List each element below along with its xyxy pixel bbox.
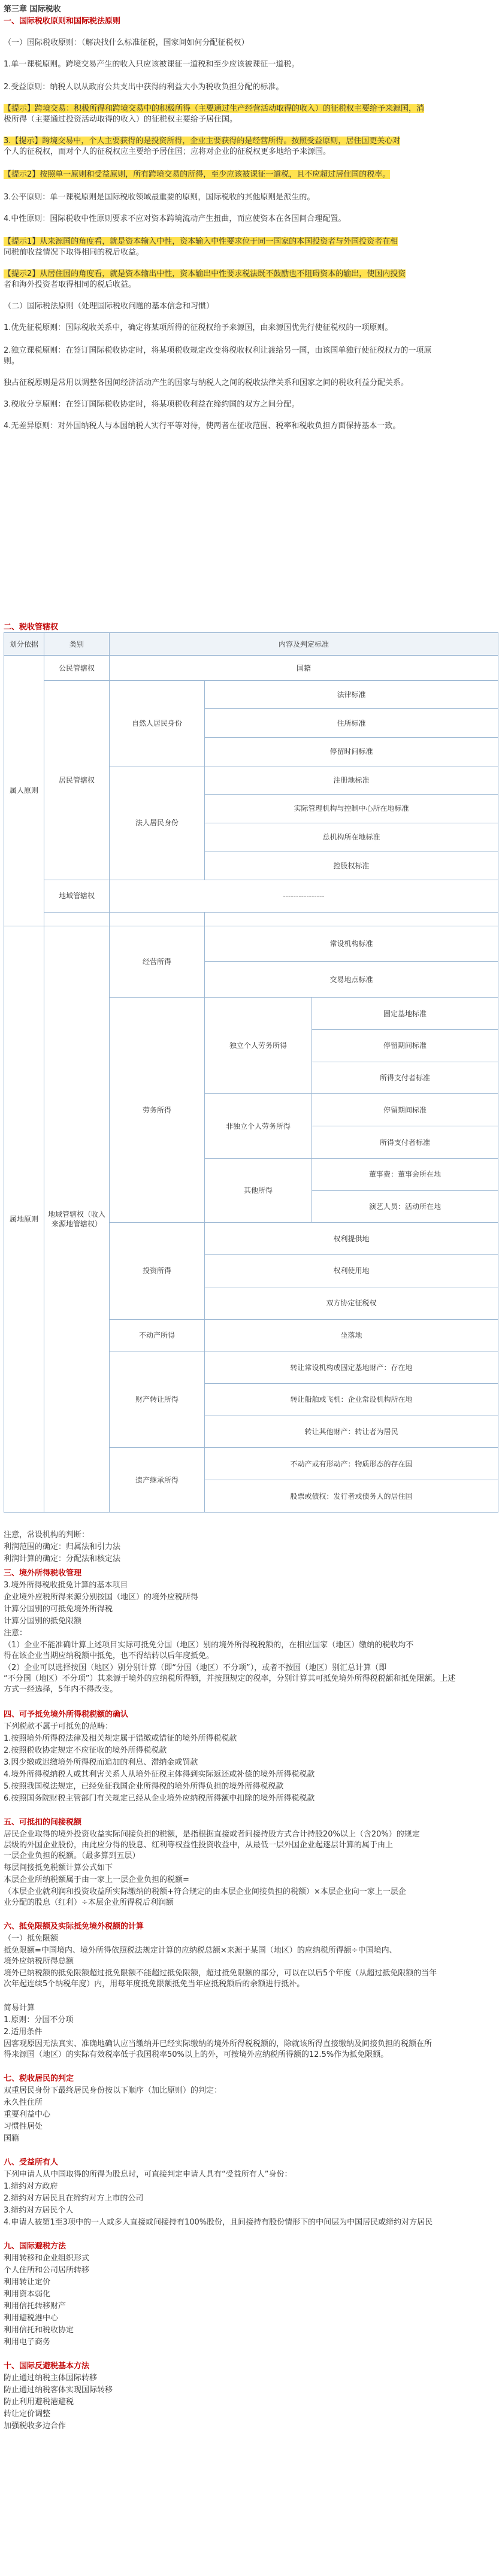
cell-independent: 独立个人劳务所得 bbox=[205, 998, 312, 1094]
cell-domicile-std: 住所标准 bbox=[205, 709, 498, 738]
paragraph: 居民企业取得的境外投资收益实际间接负担的税额，是指根据直接或者间接持股方式合计持股20%以上（含20%）的规定 bbox=[4, 1830, 420, 1839]
cell-reg-std: 注册地标准 bbox=[205, 766, 498, 795]
cell-empty bbox=[205, 912, 498, 926]
table-row bbox=[4, 912, 498, 926]
cell-pe-std: 常设机构标准 bbox=[205, 926, 498, 962]
paragraph: 2.受益原则：纳税人以从政府公共支出中获得的利益大小为税收负担分配的标准。 bbox=[4, 83, 284, 92]
list-item: 利用转移和企业组织形式 bbox=[4, 2254, 90, 2263]
cell-pe-property: 转让常设机构或固定基地财产：存在地 bbox=[205, 1351, 498, 1384]
paragraph: 简易计算 bbox=[4, 2004, 35, 2013]
paragraph: 4.无差异原则：对外国纳税人与本国纳税人实行平等对待，使两者在征收范围、税率和税收负担方面保持基本一致。 bbox=[4, 422, 401, 431]
paragraph: 一层企业负担的税额。（最多算到五层） bbox=[4, 1851, 140, 1860]
cell-nationality: 国籍 bbox=[110, 656, 498, 680]
paragraph: 方式一经选择，5年内不得改变。 bbox=[4, 1685, 118, 1694]
paragraph: 个人的征税权，而对个人的征税权应主要给予居住国；应将对企业的征税权更多地给予来源国。 bbox=[4, 147, 331, 156]
paragraph: 得在该企业当期应纳税额中抵免，也不得结转以后年度抵免。 bbox=[4, 1651, 214, 1660]
cell-performer: 演艺人员：活动所在地 bbox=[312, 1190, 498, 1223]
paragraph: 业分配的股息（红利）÷本层企业所得税后利润额 bbox=[4, 1898, 174, 1907]
paragraph: 注意，常设机构的判断： bbox=[4, 1531, 90, 1539]
list-item: 3.因少缴或迟缴境外所得税而追加的利息、滞纳金或罚款 bbox=[4, 1758, 198, 1767]
subsection: （一）国际税收原则：（解决找什么标准征税，国家间如何分配征税权） bbox=[4, 38, 249, 47]
section-1-title: 一、国际税收原则和国际税法原则 bbox=[4, 17, 121, 26]
paragraph: 4.中性原则：国际税收中性原则要求不应对资本跨境流动产生扭曲，而应使资本在各国间合理配置。 bbox=[4, 214, 346, 223]
section-10-title: 十、国际反避税基本方法 bbox=[4, 2362, 90, 2371]
paragraph: （本层企业就利润和投资收益所实际缴纳的税额+符合规定的由本层企业间接负担的税额）×本层企业向一家上一层企 bbox=[4, 1887, 406, 1896]
section-7-title: 七、税收居民的判定 bbox=[4, 2074, 74, 2083]
list-item: 防止通过纳税主体国际转移 bbox=[4, 2374, 98, 2383]
list-item: 利用资本弱化 bbox=[4, 2290, 51, 2299]
paragraph: 3.公平原则：单一课税原则是国际税收领域最重要的原则，国际税收的其他原则是派生的。 bbox=[4, 193, 315, 202]
paragraph: 因客观原因无法真实、准确地确认应当缴纳并已经实际缴纳的境外所得税税额的，除就该所得直接缴纳及间接负担的税额在所 bbox=[4, 2039, 433, 2048]
paragraph: （1）企业不能准确计算上述项目实际可抵免分国（地区）别的境外所得税税额的，在相应国家（地区）缴纳的税收均不 bbox=[4, 1641, 414, 1650]
paragraph: 独占征税原则是常用以调整各国间经济活动产生的国家与纳税人之间的税收法律关系和国家之间的税收利益分配关系。 bbox=[4, 378, 409, 387]
cell-dots: ---------------- bbox=[110, 880, 498, 912]
header-content: 内容及判定标准 bbox=[110, 633, 498, 656]
highlight: 【提示1】从来源国的角度看，就是资本输入中性，资本输入中性要求位于同一国家的本国投资者与外国投资者在相 bbox=[4, 237, 398, 246]
section-9-title: 九、国际避税方法 bbox=[4, 2242, 66, 2251]
paragraph: 下列申请人从中国取得的所得为股息时，可直接判定申请人具有“受益所有人”身份： bbox=[4, 2170, 292, 2179]
paragraph bbox=[4, 168, 498, 179]
paragraph: 境外已纳税额的抵免限额超过抵免限额不能超过抵免限额，超过抵免限额的部分，可以在以后5个年度（从超过抵免限额的当年 bbox=[4, 1969, 437, 1978]
list-item: 1.缔约对方政府 bbox=[4, 2182, 58, 2191]
paragraph: （一）抵免限额 bbox=[4, 1934, 59, 1943]
paragraph: 下列税款不属于可抵免的范畴： bbox=[4, 1722, 113, 1731]
table-row bbox=[4, 926, 498, 962]
list-item: 加强税收多边合作 bbox=[4, 2422, 66, 2430]
list-item: 2.缔约对方居民且在缔约对方上市的公司 bbox=[4, 2194, 144, 2203]
paragraph: 利润范围的确定：归属法和引力法 bbox=[4, 1542, 121, 1551]
cell-bilateral: 双方协定征税权 bbox=[205, 1287, 498, 1319]
cell-right-provider: 权利提供地 bbox=[205, 1223, 498, 1255]
paragraph: 次年起连续5个纳税年度）内，用每年度抵免限额抵免当年应抵税额后的余额进行抵补。 bbox=[4, 1980, 305, 1989]
highlight: 【提示2】按照单一原则和受益原则，所有跨境交易的所得，至少应该被课征一道税，且不应超过居住国的税率。 bbox=[4, 170, 391, 179]
cell-hq-std: 总机构所在地标准 bbox=[205, 823, 498, 851]
cell-ship-aircraft: 转让船舶或飞机：企业常设机构所在地 bbox=[205, 1383, 498, 1416]
cell-tangible: 不动产或有形动产：物质形态的存在国 bbox=[205, 1448, 498, 1480]
paragraph: 则。 bbox=[4, 357, 20, 366]
chapter-title: 第三章 国际税收 bbox=[4, 5, 61, 14]
paragraph: 1.优先征税原则：国际税收关系中，确定将某项所得的征税权给予来源国，由来源国优先行使征税权的一项原则。 bbox=[4, 323, 393, 332]
tax-jurisdiction-table bbox=[4, 632, 498, 1513]
paragraph: 3.税收分享原则：在签订国际税收协定时，将某项税收利益在缔约国的双方之间分配。 bbox=[4, 400, 300, 409]
cell-empty bbox=[110, 912, 205, 926]
paragraph: 极所得（主要通过投资活动取得的收入）的征税权主要给予居住国。 bbox=[4, 115, 238, 124]
paragraph: 境外应纳税所得总额 bbox=[4, 1957, 74, 1966]
paragraph: 计算分国别的可抵免境外所得税 bbox=[4, 1605, 113, 1614]
cell-fixed-base: 固定基地标准 bbox=[312, 998, 498, 1030]
table-row bbox=[4, 656, 498, 680]
cell-labor-income: 劳务所得 bbox=[110, 998, 205, 1223]
list-item: 个人住所和公司居所转移 bbox=[4, 2266, 90, 2275]
cell-legal-entity: 法人居民身份 bbox=[110, 766, 205, 880]
cell-location: 坐落地 bbox=[205, 1319, 498, 1351]
list-item: 转让定价调整 bbox=[4, 2410, 51, 2419]
paragraph bbox=[4, 235, 498, 246]
list-item: 习惯性居处 bbox=[4, 2122, 43, 2131]
cell-other-property: 转让其他财产：转让者为居民 bbox=[205, 1416, 498, 1448]
list-item: 4.申请人被第1至3项中的一人或多人直接或间接持有100%股份，且间接持有股份情形下的中间层为中国居民或缔约对方居民 bbox=[4, 2218, 433, 2227]
list-item: 防止利用避税港避税 bbox=[4, 2398, 74, 2407]
paragraph: 得来源国（地区）的实际有效税率低于我国税率50%以上的外，可按境外应纳税所得额的12.5%作为抵免限额。 bbox=[4, 2050, 389, 2059]
cell-right-user: 权利使用地 bbox=[205, 1255, 498, 1287]
paragraph: 企业境外应税所得来源分别按国（地区）的境外应税所得 bbox=[4, 1593, 199, 1602]
list-item: 防止通过纳税客体实现国际转移 bbox=[4, 2386, 113, 2395]
cell-property-transfer: 财产转让所得 bbox=[110, 1351, 205, 1448]
cell-inheritance: 遗产继承所得 bbox=[110, 1448, 205, 1513]
paragraph: 1.单一课税原则。跨境交易产生的收入只应该被课征一道税和至少应该被课征一道税。 bbox=[4, 60, 300, 69]
cell-shuren: 属人原则 bbox=[4, 656, 44, 926]
cell-resident: 居民管辖权 bbox=[44, 680, 110, 880]
subsection: （二）国际税法原则（处理国际税收问题的基本信念和习惯） bbox=[4, 302, 214, 311]
paragraph: 1.原则：分国不分项 bbox=[4, 2016, 74, 2025]
section-8-title: 八、受益所有人 bbox=[4, 2158, 59, 2167]
header-type: 类别 bbox=[44, 633, 110, 656]
paragraph: 3.境外所得税收抵免计算的基本项目 bbox=[4, 1581, 128, 1590]
section-2-title: 二、税收管辖权 bbox=[4, 623, 59, 632]
list-item: 1.按照境外所得税法律及相关规定属于错缴或错征的境外所得税税款 bbox=[4, 1734, 237, 1743]
list-item: 6.按照国务院财税主管部门有关规定已经从企业境外应纳税所得额中扣除的境外所得税税款 bbox=[4, 1794, 315, 1803]
list-item: 重要利益中心 bbox=[4, 2110, 51, 2119]
cell-legal-std: 法律标准 bbox=[205, 680, 498, 709]
paragraph bbox=[4, 134, 498, 146]
cell-source-jurisdiction: 地域管辖权（收入来源地管辖权） bbox=[44, 926, 110, 1512]
cell-other-income: 其他所得 bbox=[205, 1158, 312, 1222]
list-item: 3.缔约对方居民个人 bbox=[4, 2206, 74, 2215]
highlight: 【提示2】从居住国的角度看，就是资本输出中性，资本输出中性要求税法既不鼓励也不阻碍资本的输出，使国内投资 bbox=[4, 269, 406, 278]
cell-shares: 股票或债权：发行者或债务人的居住国 bbox=[205, 1480, 498, 1513]
cell-stay-period: 停留期间标准 bbox=[312, 1094, 498, 1126]
section-6-title: 六、抵免限额及实际抵免境外税额的计算 bbox=[4, 1922, 144, 1931]
highlight: 3.【提示】跨境交易中，个人主要获得的是投资所得，企业主要获得的是经营所得。按照受益原则，居住国更关心对 bbox=[4, 137, 401, 146]
cell-payer: 所得支付者标准 bbox=[312, 1062, 498, 1094]
cell-business-income: 经营所得 bbox=[110, 926, 205, 998]
header-basis: 划分依据 bbox=[4, 633, 44, 656]
paragraph: 2.适用条件 bbox=[4, 2028, 43, 2036]
paragraph: 双重居民身份下最终居民身份按以下顺序（加比原则）的判定： bbox=[4, 2086, 222, 2095]
paragraph: （2）企业可以选择按国（地区）别分别计算（即“分国（地区）不分项”），或者不按国（地区）别汇总计算（即 bbox=[4, 1663, 387, 1672]
cell-director-fee: 董事费：董事会所在地 bbox=[312, 1158, 498, 1190]
paragraph: “不分国（地区）不分项”）其来源于境外的应纳税所得额，并按照规定的税率，分别计算其可抵免境外所得税税额和抵免限额。上述 bbox=[4, 1674, 456, 1683]
paragraph: 层级的外国企业股份，由此应分得的股息、红利等权益性投资收益中，从最低一层外国企业起逐层计算的属于由上 bbox=[4, 1841, 394, 1850]
paragraph: 者和海外投资者取得相同的税后收益。 bbox=[4, 280, 137, 289]
cell-stay-std: 停留时间标准 bbox=[205, 737, 498, 766]
paragraph bbox=[4, 102, 498, 113]
list-item: 永久性住所 bbox=[4, 2098, 43, 2107]
cell-citizen: 公民管辖权 bbox=[44, 656, 110, 680]
cell-payer: 所得支付者标准 bbox=[312, 1126, 498, 1159]
table-header-row bbox=[4, 633, 498, 656]
list-item: 2.按照税收协定规定不应征收的境外所得税税款 bbox=[4, 1746, 167, 1755]
list-item: 利用电子商务 bbox=[4, 2338, 51, 2347]
paragraph: 计算分国别的抵免限额 bbox=[4, 1617, 82, 1626]
paragraph bbox=[4, 267, 498, 278]
list-item: 国籍 bbox=[4, 2134, 20, 2143]
paragraph: 每层间接抵免税额计算公式如下 bbox=[4, 1863, 113, 1872]
paragraph: 利润计算的确定：分配法和核定法 bbox=[4, 1554, 121, 1563]
paragraph: 注意： bbox=[4, 1629, 28, 1638]
paragraph: 2.独立课税原则：在签订国际税收协定时，将某项税收规定改变将税收权利让渡给另一国，由该国单独行使征税权力的一项原 bbox=[4, 346, 432, 355]
section-5-title: 五、可抵扣的间接税额 bbox=[4, 1818, 82, 1827]
cell-control-std: 控股权标准 bbox=[205, 851, 498, 880]
cell-natural-person: 自然人居民身份 bbox=[110, 680, 205, 766]
cell-real-estate: 不动产所得 bbox=[110, 1319, 205, 1351]
list-item: 利用信托转移财产 bbox=[4, 2302, 66, 2311]
list-item: 4.境外所得税纳税人或其利害关系人从境外征税主体得到实际返还或补偿的境外所得税税款 bbox=[4, 1770, 315, 1779]
cell-territorial: 地域管辖权 bbox=[44, 880, 110, 912]
section-4-title: 四、可予抵免境外所得税税额的确认 bbox=[4, 1710, 129, 1719]
paragraph: 抵免限额=中国境内、境外所得依照税法规定计算的应纳税总额×来源于某国（地区）的应纳税所得额÷中国境内、 bbox=[4, 1946, 397, 1955]
paragraph: 本层企业所纳税额属于由一家上一层企业负担的税额= bbox=[4, 1875, 189, 1884]
cell-shudi: 属地原则 bbox=[4, 926, 44, 1512]
paragraph: 同税前收益情况下取得相同的税后收益。 bbox=[4, 248, 144, 257]
cell-empty bbox=[44, 912, 110, 926]
cell-trade-place: 交易地点标准 bbox=[205, 962, 498, 998]
cell-stay-period: 停留期间标准 bbox=[312, 1030, 498, 1062]
list-item: 利用转让定价 bbox=[4, 2278, 51, 2287]
table-row bbox=[4, 880, 498, 912]
list-item: 5.按照我国税法规定，已经免征我国企业所得税的境外所得负担的境外所得税税款 bbox=[4, 1782, 284, 1791]
table-row bbox=[4, 680, 498, 709]
cell-mgmt-std: 实际管理机构与控制中心所在地标准 bbox=[205, 795, 498, 823]
section-3-title: 三、境外所得税收管理 bbox=[4, 1569, 82, 1578]
highlight: 【提示】跨境交易：积极所得和跨境交易中的积极所得（主要通过生产经营活动取得的收入）的征税权主要给予来源国，消 bbox=[4, 104, 425, 113]
cell-dependent: 非独立个人劳务所得 bbox=[205, 1094, 312, 1158]
list-item: 利用避税港中心 bbox=[4, 2314, 59, 2323]
list-item: 利用信托和税收协定 bbox=[4, 2326, 74, 2335]
cell-investment: 投资所得 bbox=[110, 1223, 205, 1319]
